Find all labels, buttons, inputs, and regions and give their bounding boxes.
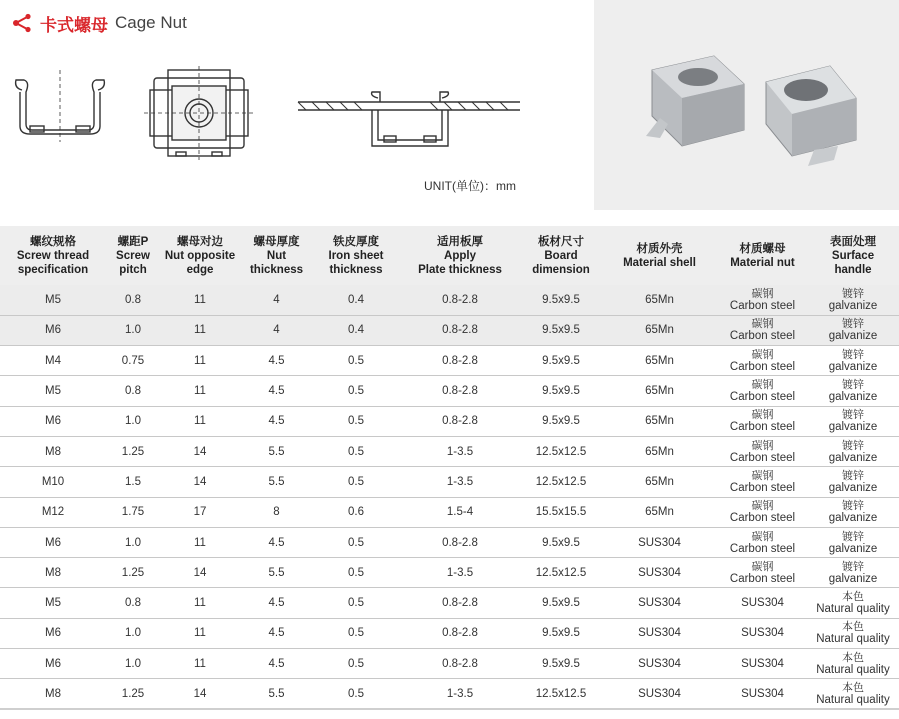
table-cell: 11 [160, 406, 240, 436]
table-cell-line: 碳钢 [751, 530, 774, 543]
table-row [0, 467, 899, 497]
table-cell: 4 [240, 285, 313, 315]
table-cell-line: galvanize [828, 451, 878, 464]
column-header-line: edge [186, 263, 214, 276]
column-header-line: thickness [329, 263, 383, 276]
table-cell: 65Mn [601, 406, 718, 436]
table-cell: 0.8-2.8 [399, 618, 521, 648]
table-cell [807, 497, 899, 527]
table-cell: 12.5x12.5 [521, 436, 601, 466]
table-cell-line: galvanize [828, 512, 878, 525]
table-row [0, 376, 899, 406]
table-row [0, 588, 899, 618]
table-cell: 15.5x15.5 [521, 497, 601, 527]
table-cell [718, 315, 807, 345]
table-cell [718, 497, 807, 527]
table-cell: M12 [0, 497, 106, 527]
table-cell: 0.8-2.8 [399, 649, 521, 679]
table-cell-line: 镀锌 [842, 469, 864, 482]
table-cell [718, 558, 807, 588]
table-cell: 0.5 [313, 558, 399, 588]
column-header-line: 材质螺母 [739, 242, 786, 255]
table-cell: 1.0 [106, 618, 160, 648]
table-cell-line: galvanize [828, 421, 878, 434]
table-cell: 1-3.5 [399, 558, 521, 588]
column-header-line: 表面处理 [830, 235, 876, 248]
table-cell: 9.5x9.5 [521, 527, 601, 557]
table-cell [807, 315, 899, 345]
table-cell: 8 [240, 497, 313, 527]
table-cell-line: 镀锌 [842, 560, 864, 573]
column-header-line: Nut [266, 249, 287, 262]
table-cell [807, 649, 899, 679]
column-header [399, 226, 521, 285]
table-cell-line: Natural quality [816, 663, 890, 676]
column-header-line: handle [834, 263, 872, 276]
table-cell: 1-3.5 [399, 436, 521, 466]
table-cell-line: galvanize [828, 360, 878, 373]
table-cell [718, 649, 807, 679]
table-cell: 4.5 [240, 588, 313, 618]
table-cell [718, 285, 807, 315]
column-header-line: 适用板厚 [437, 235, 483, 248]
table-cell: 4.5 [240, 346, 313, 376]
table-cell-line: 本色 [842, 682, 864, 694]
table-cell: 4.5 [240, 527, 313, 557]
table-cell: M8 [0, 679, 106, 709]
column-header [106, 226, 160, 285]
table-cell: 1.0 [106, 315, 160, 345]
column-header [521, 226, 601, 285]
table-cell: M6 [0, 649, 106, 679]
table-cell: 9.5x9.5 [521, 376, 601, 406]
table-row [0, 649, 899, 679]
column-header-line: 螺母对边 [177, 235, 223, 248]
table-row [0, 346, 899, 376]
table-cell: 0.8 [106, 285, 160, 315]
table-cell: SUS304 [601, 649, 718, 679]
table-cell [807, 527, 899, 557]
table-cell: 14 [160, 679, 240, 709]
page-title-en: Cage Nut [115, 13, 187, 32]
side-view-drawing [16, 70, 105, 142]
table-cell [718, 527, 807, 557]
table-cell: 0.5 [313, 649, 399, 679]
table-cell-line: 镀锌 [842, 530, 864, 543]
product-photo [594, 0, 899, 210]
table-cell: 1.0 [106, 527, 160, 557]
table-cell: 65Mn [601, 467, 718, 497]
table-cell: 4.5 [240, 376, 313, 406]
table-cell-line: Carbon steel [729, 572, 796, 585]
table-cell-line: 碳钢 [751, 348, 774, 361]
table-cell: 12.5x12.5 [521, 679, 601, 709]
table-cell [807, 618, 899, 648]
table-cell: 11 [160, 376, 240, 406]
table-cell: SUS304 [601, 527, 718, 557]
table-cell: 0.5 [313, 467, 399, 497]
bottom-rule [0, 708, 899, 710]
table-cell: 0.4 [313, 315, 399, 345]
table-cell [807, 346, 899, 376]
table-cell-line: Carbon steel [729, 360, 796, 373]
table-cell-line: 碳钢 [751, 560, 774, 573]
table-cell: 11 [160, 315, 240, 345]
table-cell-line: Carbon steel [729, 481, 796, 494]
table-cell-line: SUS304 [741, 657, 784, 670]
column-header [313, 226, 399, 285]
column-header-line: dimension [532, 263, 590, 276]
table-cell: 0.5 [313, 527, 399, 557]
table-cell: 0.5 [313, 376, 399, 406]
table-cell: 11 [160, 285, 240, 315]
specification-table [0, 226, 899, 710]
table-cell-line: Carbon steel [729, 421, 796, 434]
table-cell: 0.8-2.8 [399, 527, 521, 557]
column-header [0, 226, 106, 285]
table-cell-line: galvanize [828, 572, 878, 585]
table-cell: 14 [160, 558, 240, 588]
table-cell-line: 镀锌 [842, 500, 864, 513]
table-row [0, 497, 899, 527]
table-cell [807, 588, 899, 618]
table-cell: 11 [160, 649, 240, 679]
table-cell-line: 碳钢 [751, 469, 774, 482]
table-cell [718, 618, 807, 648]
table-row [0, 558, 899, 588]
table-cell: 1-3.5 [399, 679, 521, 709]
table-cell-line: 本色 [842, 591, 864, 604]
table-row [0, 618, 899, 648]
table-cell: 1.25 [106, 679, 160, 709]
column-header [601, 226, 718, 285]
column-header-line: 螺纹规格 [30, 235, 76, 248]
table-cell-line: Carbon steel [729, 330, 796, 343]
table-cell: 0.5 [313, 436, 399, 466]
table-cell-line: SUS304 [741, 597, 784, 610]
column-header [160, 226, 240, 285]
table-cell: 12.5x12.5 [521, 558, 601, 588]
column-header-line: Surface [831, 249, 875, 262]
table-cell: 0.8-2.8 [399, 285, 521, 315]
table-cell-line: 镀锌 [842, 348, 864, 361]
table-cell: 14 [160, 436, 240, 466]
table-cell: 11 [160, 527, 240, 557]
table-cell: 0.5 [313, 346, 399, 376]
column-header [240, 226, 313, 285]
table-cell-line: 碳钢 [751, 439, 774, 452]
table-cell: SUS304 [601, 679, 718, 709]
table-cell: 4.5 [240, 406, 313, 436]
table-cell: SUS304 [601, 558, 718, 588]
column-header-line: Material nut [730, 256, 795, 269]
table-cell: 0.75 [106, 346, 160, 376]
table-cell: 0.5 [313, 588, 399, 618]
table-row [0, 315, 899, 345]
table-cell: 0.8-2.8 [399, 406, 521, 436]
table-cell-line: 碳钢 [751, 409, 774, 422]
table-cell-line: 碳钢 [751, 500, 774, 513]
table-cell-line: 碳钢 [751, 287, 774, 300]
technical-drawings [0, 60, 560, 170]
table-cell [807, 679, 899, 709]
column-header-line: 材质外壳 [636, 242, 683, 255]
column-header-line: thickness [249, 263, 304, 276]
table-cell: M6 [0, 315, 106, 345]
table-cell: 0.5 [313, 679, 399, 709]
column-header-line: 铁皮厚度 [333, 235, 379, 248]
table-cell [807, 467, 899, 497]
table-cell-line: SUS304 [741, 688, 784, 700]
table-cell: 65Mn [601, 497, 718, 527]
table-cell: 17 [160, 497, 240, 527]
table-cell: 65Mn [601, 285, 718, 315]
table-cell-line: galvanize [828, 299, 878, 312]
column-header-line: 螺母厚度 [253, 235, 300, 248]
page-header [12, 10, 187, 36]
table-cell: 1.25 [106, 558, 160, 588]
column-header-line: pitch [119, 263, 147, 276]
table-row [0, 679, 899, 709]
table-cell: 9.5x9.5 [521, 649, 601, 679]
table-cell-line: Carbon steel [729, 451, 796, 464]
table-cell: 5.5 [240, 679, 313, 709]
table-cell [718, 679, 807, 709]
column-header [718, 226, 807, 285]
table-cell: 11 [160, 346, 240, 376]
table-cell: SUS304 [601, 618, 718, 648]
table-cell [718, 346, 807, 376]
column-header-line: Board [544, 249, 578, 262]
table-cell: 1.25 [106, 436, 160, 466]
table-cell: 9.5x9.5 [521, 346, 601, 376]
table-cell: 12.5x12.5 [521, 467, 601, 497]
table-cell: 5.5 [240, 467, 313, 497]
table-cell: 9.5x9.5 [521, 588, 601, 618]
table-row [0, 406, 899, 436]
column-header-line: 螺距P [117, 235, 149, 248]
table-cell: M5 [0, 376, 106, 406]
table-cell: M10 [0, 467, 106, 497]
table-cell [807, 285, 899, 315]
table-cell: SUS304 [601, 588, 718, 618]
table-cell: M8 [0, 558, 106, 588]
table-cell-line: SUS304 [741, 627, 784, 640]
table-cell: M8 [0, 436, 106, 466]
table-cell [807, 406, 899, 436]
table-cell: 1.0 [106, 649, 160, 679]
table-cell: M6 [0, 527, 106, 557]
table-cell: 4.5 [240, 649, 313, 679]
mounted-view-drawing [298, 92, 520, 146]
table-cell: 65Mn [601, 315, 718, 345]
table-cell: 1.75 [106, 497, 160, 527]
table-cell: 0.6 [313, 497, 399, 527]
table-cell [718, 406, 807, 436]
column-header-line: Screw thread [16, 249, 90, 262]
column-header-line: Screw [116, 249, 150, 262]
table-cell: 1.5 [106, 467, 160, 497]
top-view-drawing [144, 66, 254, 160]
table-cell: 0.8 [106, 588, 160, 618]
table-cell-line: galvanize [828, 391, 878, 404]
table-cell: 0.8-2.8 [399, 588, 521, 618]
table-cell-line: 镀锌 [842, 379, 864, 392]
table-cell-line: 本色 [842, 621, 864, 634]
table-cell-line: 镀锌 [842, 409, 864, 422]
table-cell: 0.8-2.8 [399, 376, 521, 406]
table-cell: 11 [160, 618, 240, 648]
table-cell: 5.5 [240, 558, 313, 588]
table-cell [718, 376, 807, 406]
page-title-cn: 卡式螺母 [40, 15, 108, 36]
unit-label: UNIT(单位)：mm [424, 179, 516, 193]
table-cell: 9.5x9.5 [521, 285, 601, 315]
table-cell: 5.5 [240, 436, 313, 466]
column-header-line: Material shell [623, 256, 696, 269]
table-row [0, 436, 899, 466]
table-cell: 1.5-4 [399, 497, 521, 527]
table-cell [718, 436, 807, 466]
table-cell: 65Mn [601, 346, 718, 376]
table-cell: M5 [0, 285, 106, 315]
column-header-line: 板材尺寸 [538, 235, 584, 248]
table-cell [807, 436, 899, 466]
table-cell-line: Carbon steel [729, 299, 796, 312]
table-cell-line: galvanize [828, 542, 878, 555]
table-cell: 4.5 [240, 618, 313, 648]
table-cell: M6 [0, 618, 106, 648]
column-header [807, 226, 899, 285]
table-header-row [0, 226, 899, 285]
column-header-line: Apply [444, 249, 476, 262]
share-icon [12, 13, 32, 33]
table-cell [807, 558, 899, 588]
table-cell-line: Natural quality [816, 633, 890, 646]
table-cell-line: galvanize [828, 481, 878, 494]
table-cell-line: 镀锌 [842, 287, 864, 300]
table-cell [718, 588, 807, 618]
table-cell-line: Carbon steel [729, 512, 796, 525]
table-cell [718, 467, 807, 497]
table-cell: 0.8-2.8 [399, 346, 521, 376]
table-row [0, 285, 899, 315]
table-cell-line: 碳钢 [751, 379, 774, 392]
table-cell: 0.5 [313, 618, 399, 648]
table-cell [807, 376, 899, 406]
table-cell: 14 [160, 467, 240, 497]
table-cell: 0.4 [313, 285, 399, 315]
table-cell: 1.0 [106, 406, 160, 436]
table-cell: 65Mn [601, 376, 718, 406]
table-cell: M5 [0, 588, 106, 618]
column-header-line: Nut opposite [164, 249, 236, 262]
table-cell: 9.5x9.5 [521, 618, 601, 648]
table-cell-line: Natural quality [816, 603, 890, 616]
table-cell: M4 [0, 346, 106, 376]
table-cell-line: 碳钢 [751, 318, 774, 331]
column-header-line: Iron sheet [328, 249, 384, 262]
table-cell: 11 [160, 588, 240, 618]
column-header-line: specification [17, 263, 89, 276]
table-cell: 1-3.5 [399, 467, 521, 497]
table-cell: 4 [240, 315, 313, 345]
table-row [0, 527, 899, 557]
table-cell-line: galvanize [828, 330, 878, 343]
table-cell-line: Natural quality [816, 694, 890, 706]
table-cell: 0.8 [106, 376, 160, 406]
table-cell: 0.8-2.8 [399, 315, 521, 345]
table-cell: M6 [0, 406, 106, 436]
table-cell-line: Carbon steel [729, 391, 796, 404]
table-cell: 9.5x9.5 [521, 315, 601, 345]
table-cell-line: 本色 [842, 651, 864, 664]
table-cell-line: Carbon steel [729, 542, 796, 555]
table-cell-line: 镀锌 [842, 439, 864, 452]
table-cell: 65Mn [601, 436, 718, 466]
column-header-line: Plate thickness [418, 263, 502, 276]
table-cell: 9.5x9.5 [521, 406, 601, 436]
table-cell: 0.5 [313, 406, 399, 436]
table-cell-line: 镀锌 [842, 318, 864, 331]
